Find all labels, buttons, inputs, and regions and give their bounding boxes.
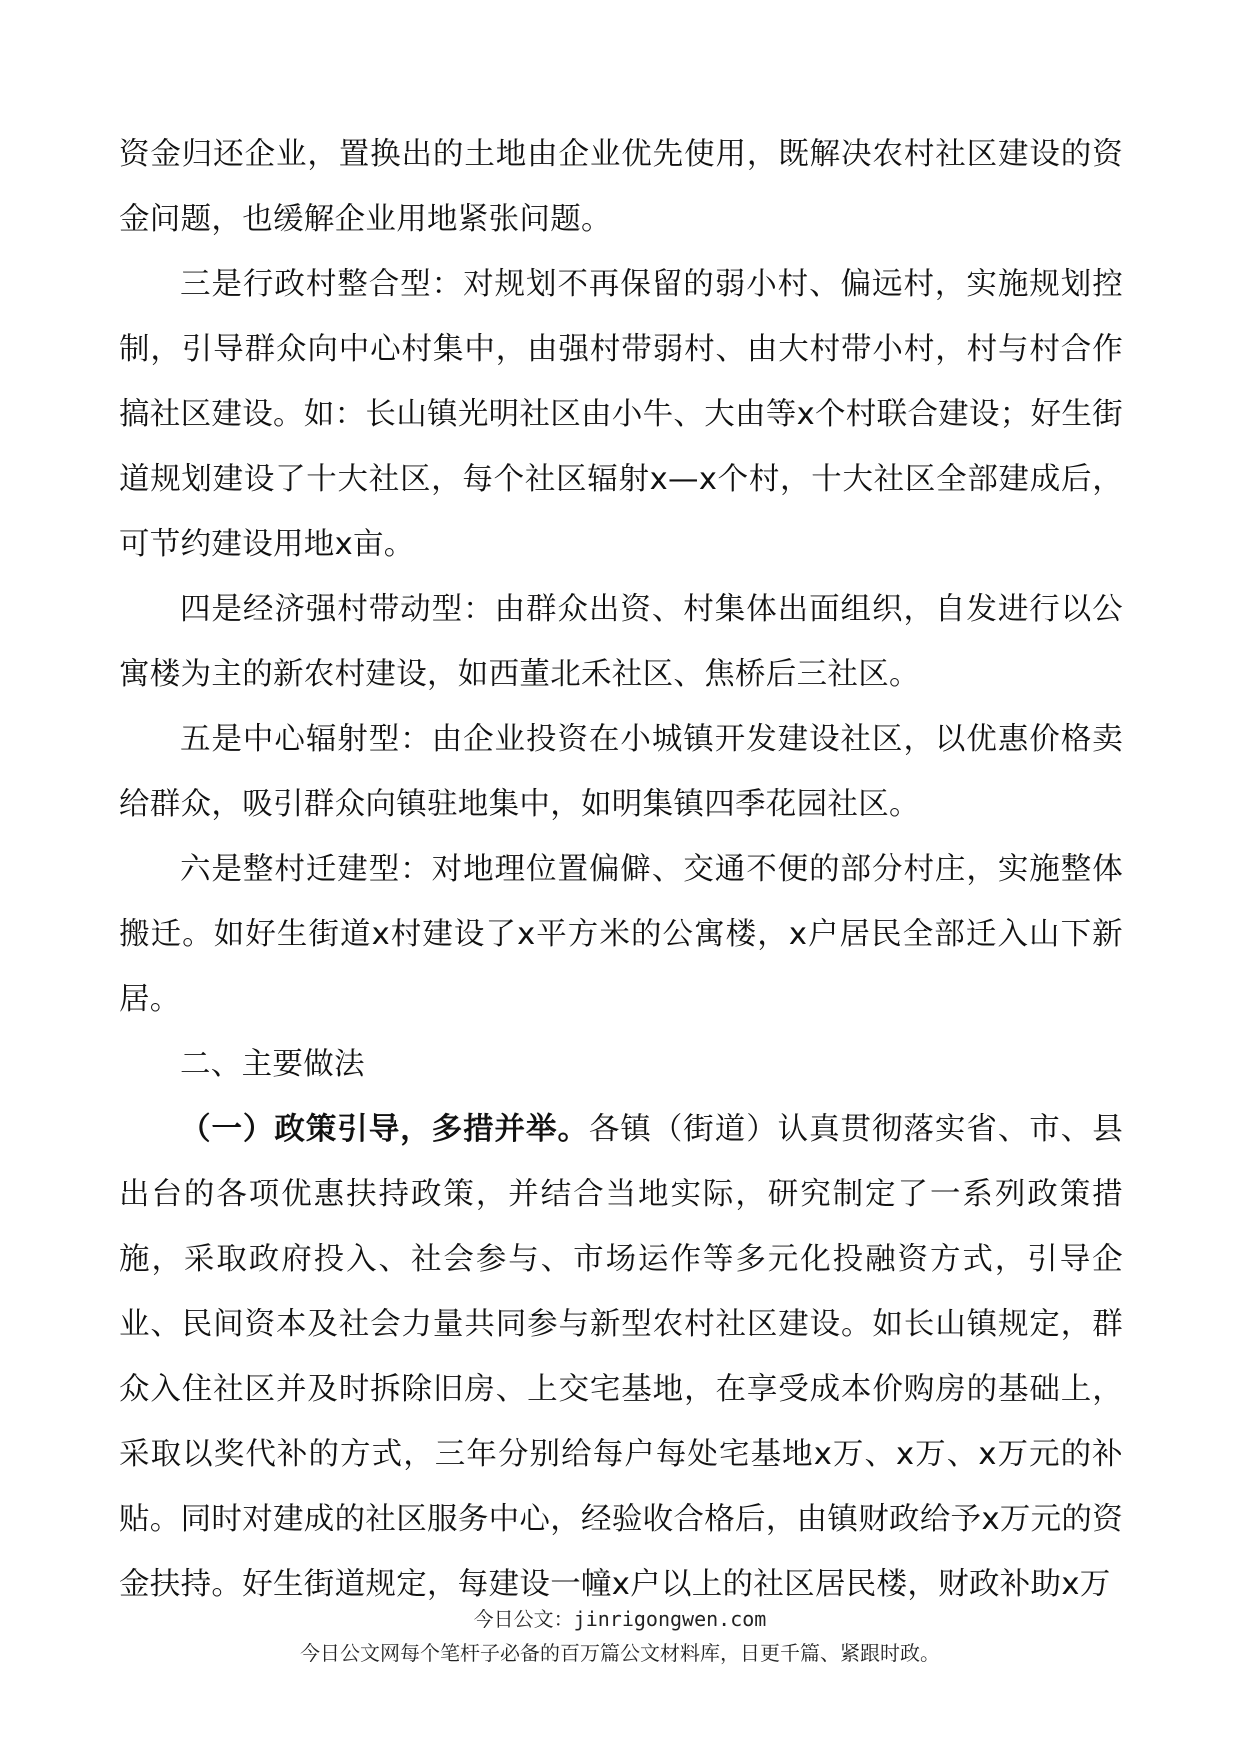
- paragraph-center-radiation: 五是中心辐射型：由企业投资在小城镇开发建设社区，以优惠价格卖给群众，吸引群众向镇驻地集中，如明集镇四季花园社区。: [119, 722, 1123, 822]
- paragraph-relocation: 六是整村迁建型：对地理位置偏僻、交通不便的部分村庄，实施整体搬迁。如好生街道x村建设了x平方米的公寓楼，x户居民全部迁入山下新居。: [119, 852, 1123, 1017]
- footer-label: 今日公文：: [473, 1607, 574, 1631]
- section-heading-main-practices: 二、主要做法: [180, 1047, 365, 1082]
- paragraph-village-integration: 三是行政村整合型：对规划不再保留的弱小村、偏远村，实施规划控制，引导群众向中心村集中，由强村带弱村、由大村带小村，村与村合作搞社区建设。如：长山镇光明社区由小牛、大由等x个村联合建设；好生街道规划建设了十大社区，每个社区辐射x—x个村，十大社区全部建成后，可节约建设用地x亩。: [119, 267, 1123, 562]
- paragraph-lead-bold: （一）政策引导，多措并举。: [180, 1112, 589, 1147]
- document-body: [119, 122, 1123, 1617]
- paragraph-policy-guidance: [119, 1097, 1123, 1617]
- footer-source: [0, 1606, 1240, 1632]
- footer-url-link[interactable]: jinrigongwen.com: [573, 1607, 767, 1631]
- paragraph-policy-text: 各镇（街道）认真贯彻落实省、市、县出台的各项优惠扶持政策，并结合当地实际，研究制定了一系列政策措施，采取政府投入、社会参与、市场运作等多元化投融资方式，引导企业、民间资本及社会力量共同参与新型农村社区建设。如长山镇规定，群众入住社区并及时拆除旧房、上交宅基地，在享受成本价购房的基础上，采取以奖代补的方式，三年分别给每户每处宅基地x万、x万、x万元的补贴。同时对建成的社区服务中心，经验收合格后，由镇财政给予x万元的资金扶持。好生街道规定，每建设一幢x户以上的社区居民楼，财政补助x万: [119, 1112, 1123, 1602]
- paragraph-continuation: 资金归还企业，置换出的土地由企业优先使用，既解决农村社区建设的资金问题，也缓解企业用地紧张问题。: [119, 137, 1123, 237]
- footer-tagline: 今日公文网每个笔杆子必备的百万篇公文材料库，日更千篇、紧跟时政。: [300, 1641, 940, 1665]
- paragraph-strong-village: 四是经济强村带动型：由群众出资、村集体出面组织，自发进行以公寓楼为主的新农村建设，如西董北禾社区、焦桥后三社区。: [119, 592, 1123, 692]
